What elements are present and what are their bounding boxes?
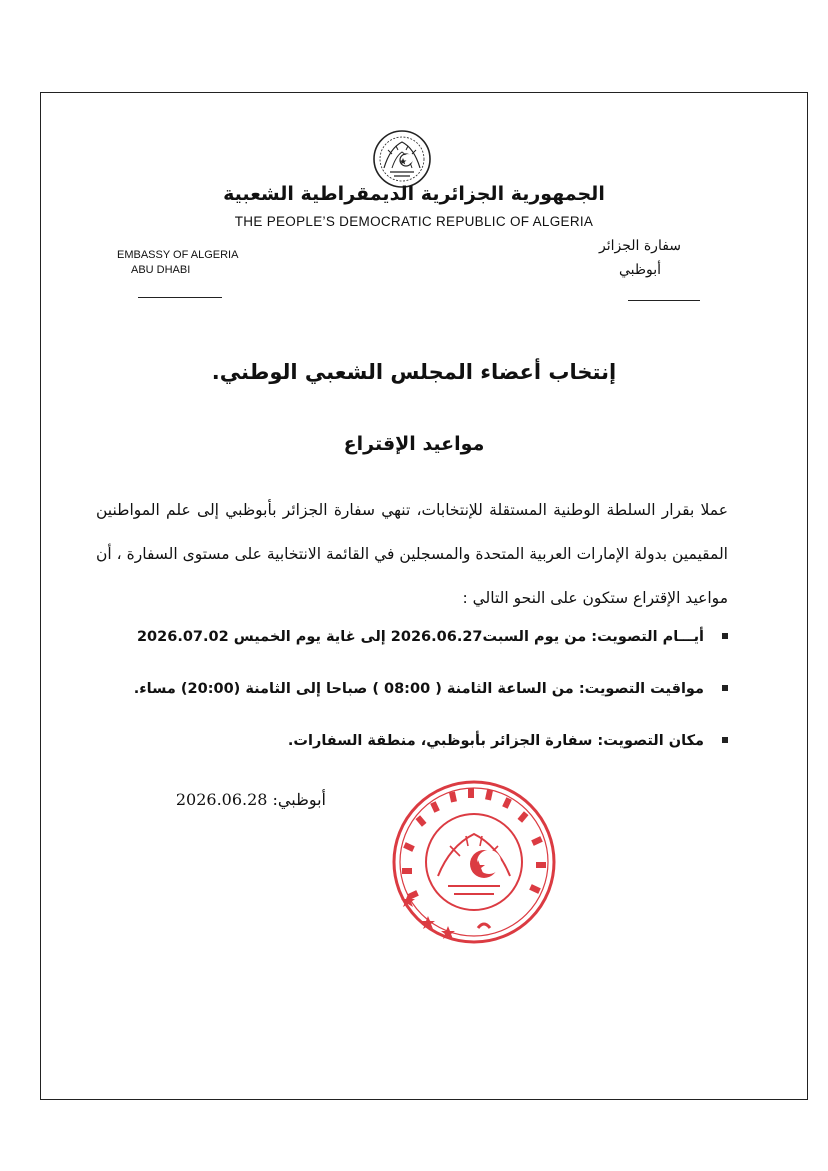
embassy-ar-line1: سفارة الجزائر — [598, 238, 682, 254]
embassy-name-english — [117, 248, 252, 278]
embassy-ar-line2: أبوظبي — [618, 262, 662, 278]
bullet-square-icon — [722, 685, 728, 691]
embassy-en-line1: EMBASSY OF ALGERIA — [117, 249, 239, 261]
algeria-emblem-icon — [370, 128, 434, 190]
bullet-square-icon — [722, 633, 728, 639]
voting-hours: مواقيت التصويت: من الساعة الثامنة ( 08:00 ) صباحا إلى الثامنة (20:00) مساء. — [133, 681, 704, 697]
embassy-en-line2: ABU DHABI — [131, 264, 191, 276]
list-item — [96, 672, 728, 724]
announcement-paragraph: عملا بقرار السلطة الوطنية المستقلة للإنتخابات، تنهي سفارة الجزائر بأبوظبي إلى علم المواطنين المقيمين بدولة الإمارات العربية المتحدة والمسجلين في القائمة الانتخابية على مستوى السفارة ، أن مواعيد الإقتراع ستكون على النحو التالي : — [96, 501, 728, 607]
schedule-list — [96, 620, 728, 776]
republic-title-english: THE PEOPLE’S DEMOCRATIC REPUBLIC OF ALGERIA — [234, 214, 594, 229]
document-subheading: مواعيد الإقتراع — [343, 433, 485, 455]
voting-days: أيـــام التصويت: من يوم السبت2026.06.27 إلى غاية يوم الخميس 2026.07.02 — [136, 629, 704, 645]
embassy-en-underline — [138, 297, 222, 298]
document-heading: إنتخاب أعضاء المجلس الشعبي الوطني. — [211, 360, 617, 384]
voting-location: مكان التصويت: سفارة الجزائر بأبوظبي، منطقة السفارات. — [287, 733, 704, 749]
list-item — [96, 724, 728, 776]
embassy-ar-underline — [628, 300, 700, 301]
place-and-date: أبوظبي: 2026.06.28 — [175, 790, 326, 809]
embassy-name-arabic — [580, 234, 700, 282]
bullet-square-icon — [722, 737, 728, 743]
embassy-seal-stamp-icon — [388, 776, 560, 948]
list-item — [96, 620, 728, 672]
republic-title-arabic: الجمهورية الجزائرية الديمقراطية الشعبية — [223, 183, 605, 205]
